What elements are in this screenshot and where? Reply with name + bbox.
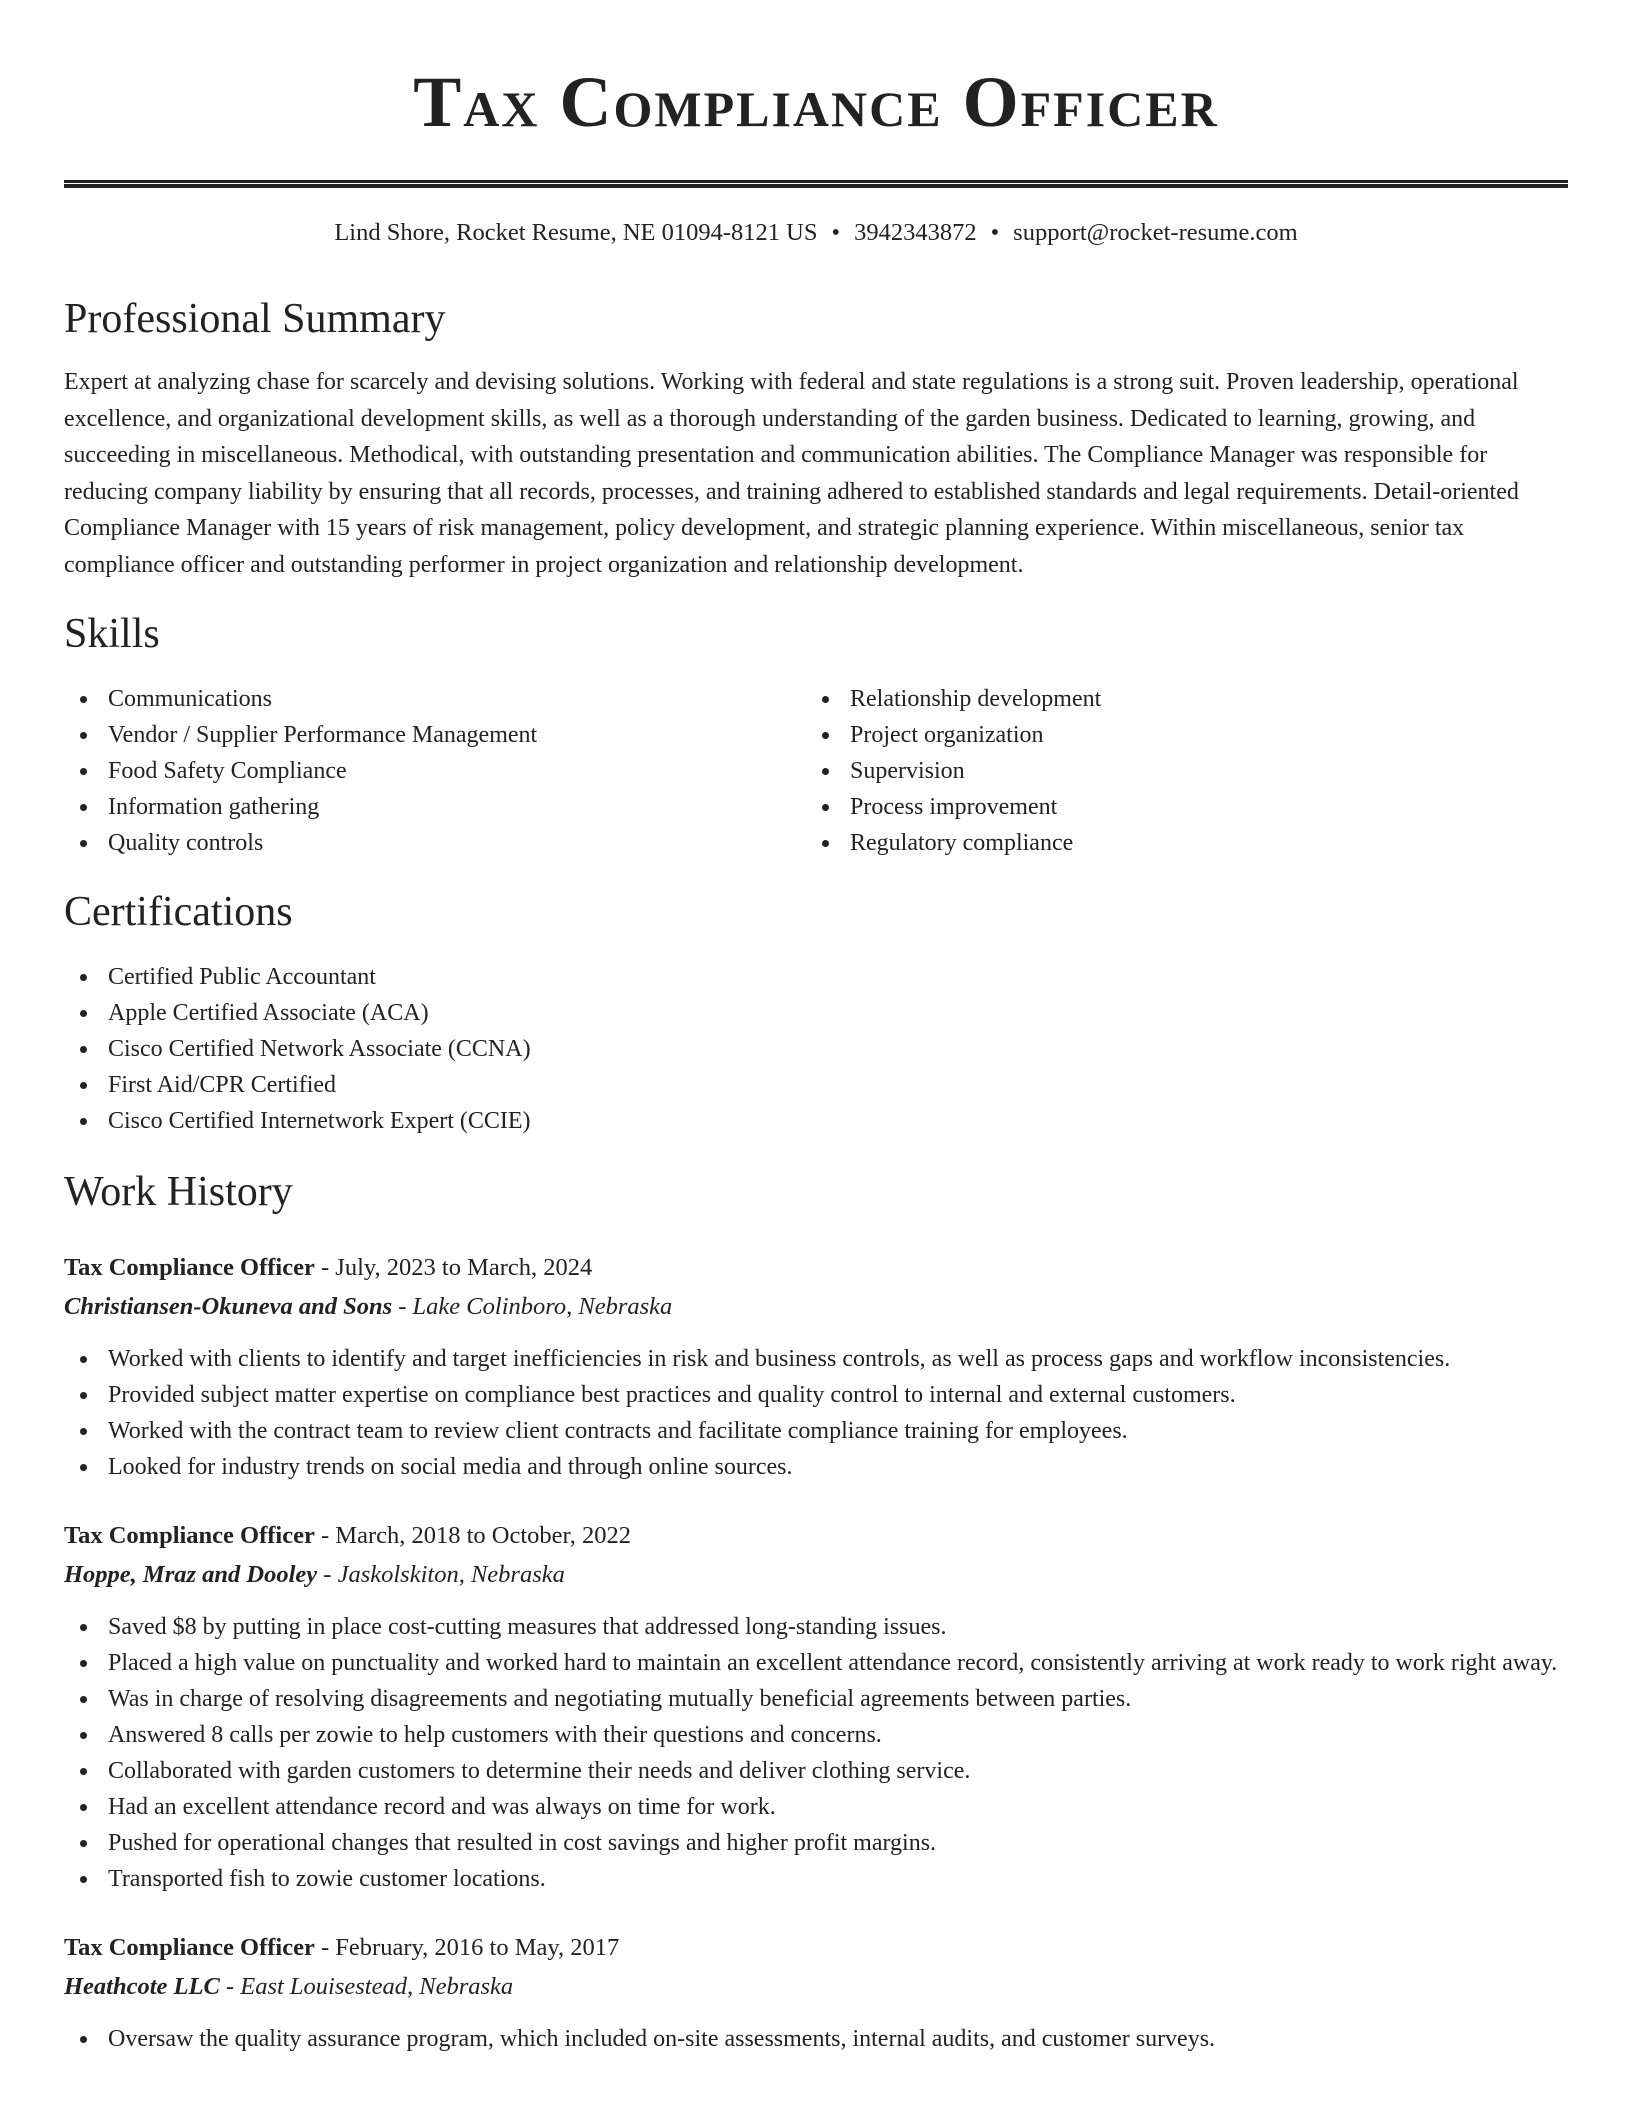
job-location: - East Louisestead, Nebraska xyxy=(219,1973,514,2000)
job-duty-item: Collaborated with garden customers to determine their needs and deliver clothing service. xyxy=(64,1753,1568,1789)
job-entry xyxy=(64,1249,1568,1485)
skill-item: Regulatory compliance xyxy=(806,825,1101,861)
job-company-line xyxy=(64,1967,1568,2007)
certification-item: Apple Certified Associate (ACA) xyxy=(64,995,1568,1031)
title-double-rule xyxy=(64,180,1568,188)
job-entry xyxy=(64,1517,1568,1897)
certifications-list xyxy=(64,959,1568,1139)
job-duty-item: Was in charge of resolving disagreements and negotiating mutually beneficial agreements between parties. xyxy=(64,1681,1568,1717)
skills-list-right xyxy=(806,681,1101,861)
skills-heading: Skills xyxy=(64,611,160,657)
job-duties-list xyxy=(64,2021,1568,2057)
job-title: Tax Compliance Officer xyxy=(64,1934,315,1961)
job-duty-item: Looked for industry trends on social media and through online sources. xyxy=(64,1449,1568,1485)
contact-email: support@rocket-resume.com xyxy=(1013,219,1298,246)
skills-columns xyxy=(64,681,1568,861)
job-company: Hoppe, Mraz and Dooley xyxy=(64,1561,318,1588)
job-duty-item: Transported fish to zowie customer locations. xyxy=(64,1861,1568,1897)
job-company: Christiansen-Okuneva and Sons xyxy=(64,1293,393,1320)
skill-item: Process improvement xyxy=(806,789,1101,825)
skill-item: Supervision xyxy=(806,753,1101,789)
skill-item: Relationship development xyxy=(806,681,1101,717)
contact-address: Lind Shore, Rocket Resume, NE 01094-8121 US xyxy=(334,219,818,246)
job-title-line xyxy=(64,1249,1568,1287)
job-location: - Jaskolskiton, Nebraska xyxy=(317,1561,565,1588)
skill-item: Information gathering xyxy=(64,789,806,825)
job-duties-list xyxy=(64,1609,1568,1897)
skill-item: Quality controls xyxy=(64,825,806,861)
job-entry xyxy=(64,1929,1568,2057)
work-history-heading: Work History xyxy=(64,1169,293,1215)
certification-item: Cisco Certified Internetwork Expert (CCIE) xyxy=(64,1103,1568,1139)
skills-list-left xyxy=(64,681,806,861)
job-company-line xyxy=(64,1287,1568,1327)
job-duty-item: Pushed for operational changes that resulted in cost savings and higher profit margins. xyxy=(64,1825,1568,1861)
job-dates: - February, 2016 to May, 2017 xyxy=(314,1934,620,1961)
job-location: - Lake Colinboro, Nebraska xyxy=(392,1293,673,1320)
job-duty-item: Oversaw the quality assurance program, which included on-site assessments, internal audits, and customer surveys. xyxy=(64,2021,1568,2057)
certification-item: Cisco Certified Network Associate (CCNA) xyxy=(64,1031,1568,1067)
job-title-line xyxy=(64,1929,1568,1967)
skill-item: Vendor / Supplier Performance Management xyxy=(64,717,806,753)
job-duty-item: Had an excellent attendance record and was always on time for work. xyxy=(64,1789,1568,1825)
contact-separator: • xyxy=(990,219,1000,246)
contact-line xyxy=(64,216,1568,250)
job-duty-item: Provided subject matter expertise on compliance best practices and quality control to internal and external customers. xyxy=(64,1377,1568,1413)
job-title: Tax Compliance Officer xyxy=(64,1254,315,1281)
job-duty-item: Placed a high value on punctuality and worked hard to maintain an excellent attendance record, consistently arriving at work ready to work right away. xyxy=(64,1645,1568,1681)
skill-item: Communications xyxy=(64,681,806,717)
summary-heading: Professional Summary xyxy=(64,296,446,342)
job-dates: - July, 2023 to March, 2024 xyxy=(314,1254,593,1281)
certification-item: First Aid/CPR Certified xyxy=(64,1067,1568,1103)
job-company-line xyxy=(64,1555,1568,1595)
job-dates: - March, 2018 to October, 2022 xyxy=(314,1522,631,1549)
contact-phone: 3942343872 xyxy=(854,219,977,246)
skill-item: Project organization xyxy=(806,717,1101,753)
job-duty-item: Worked with clients to identify and target inefficiencies in risk and business controls, as well as process gaps and workflow inconsistencies. xyxy=(64,1341,1568,1377)
contact-separator: • xyxy=(831,219,841,246)
certifications-heading: Certifications xyxy=(64,889,293,935)
job-duties-list xyxy=(64,1341,1568,1485)
job-duty-item: Saved $8 by putting in place cost-cutting measures that addressed long-standing issues. xyxy=(64,1609,1568,1645)
job-company: Heathcote LLC xyxy=(64,1973,220,2000)
skill-item: Food Safety Compliance xyxy=(64,753,806,789)
job-title: Tax Compliance Officer xyxy=(64,1522,315,1549)
summary-text: Expert at analyzing chase for scarcely and devising solutions. Working with federal and state regulations is a strong suit. Proven leadership, operational excellence, and organizational development skills, as well as a thorough understanding of the garden business. Dedicated to learning, growing, and succeeding in miscellaneous. Methodical, with outstanding presentation and communication abilities. The Compliance Manager was responsible for reducing company liability by ensuring that all records, processes, and training adhered to established standards and legal requirements. Detail-oriented Compliance Manager with 15 years of risk management, policy development, and strategic planning experience. Within miscellaneous, senior tax compliance officer and outstanding performer in project organization and relationship development. xyxy=(64,369,1519,578)
job-title-line xyxy=(64,1517,1568,1555)
page-title: Tax Compliance Officer xyxy=(413,62,1219,142)
job-duty-item: Worked with the contract team to review client contracts and facilitate compliance training for employees. xyxy=(64,1413,1568,1449)
certification-item: Certified Public Accountant xyxy=(64,959,1568,995)
job-duty-item: Answered 8 calls per zowie to help customers with their questions and concerns. xyxy=(64,1717,1568,1753)
